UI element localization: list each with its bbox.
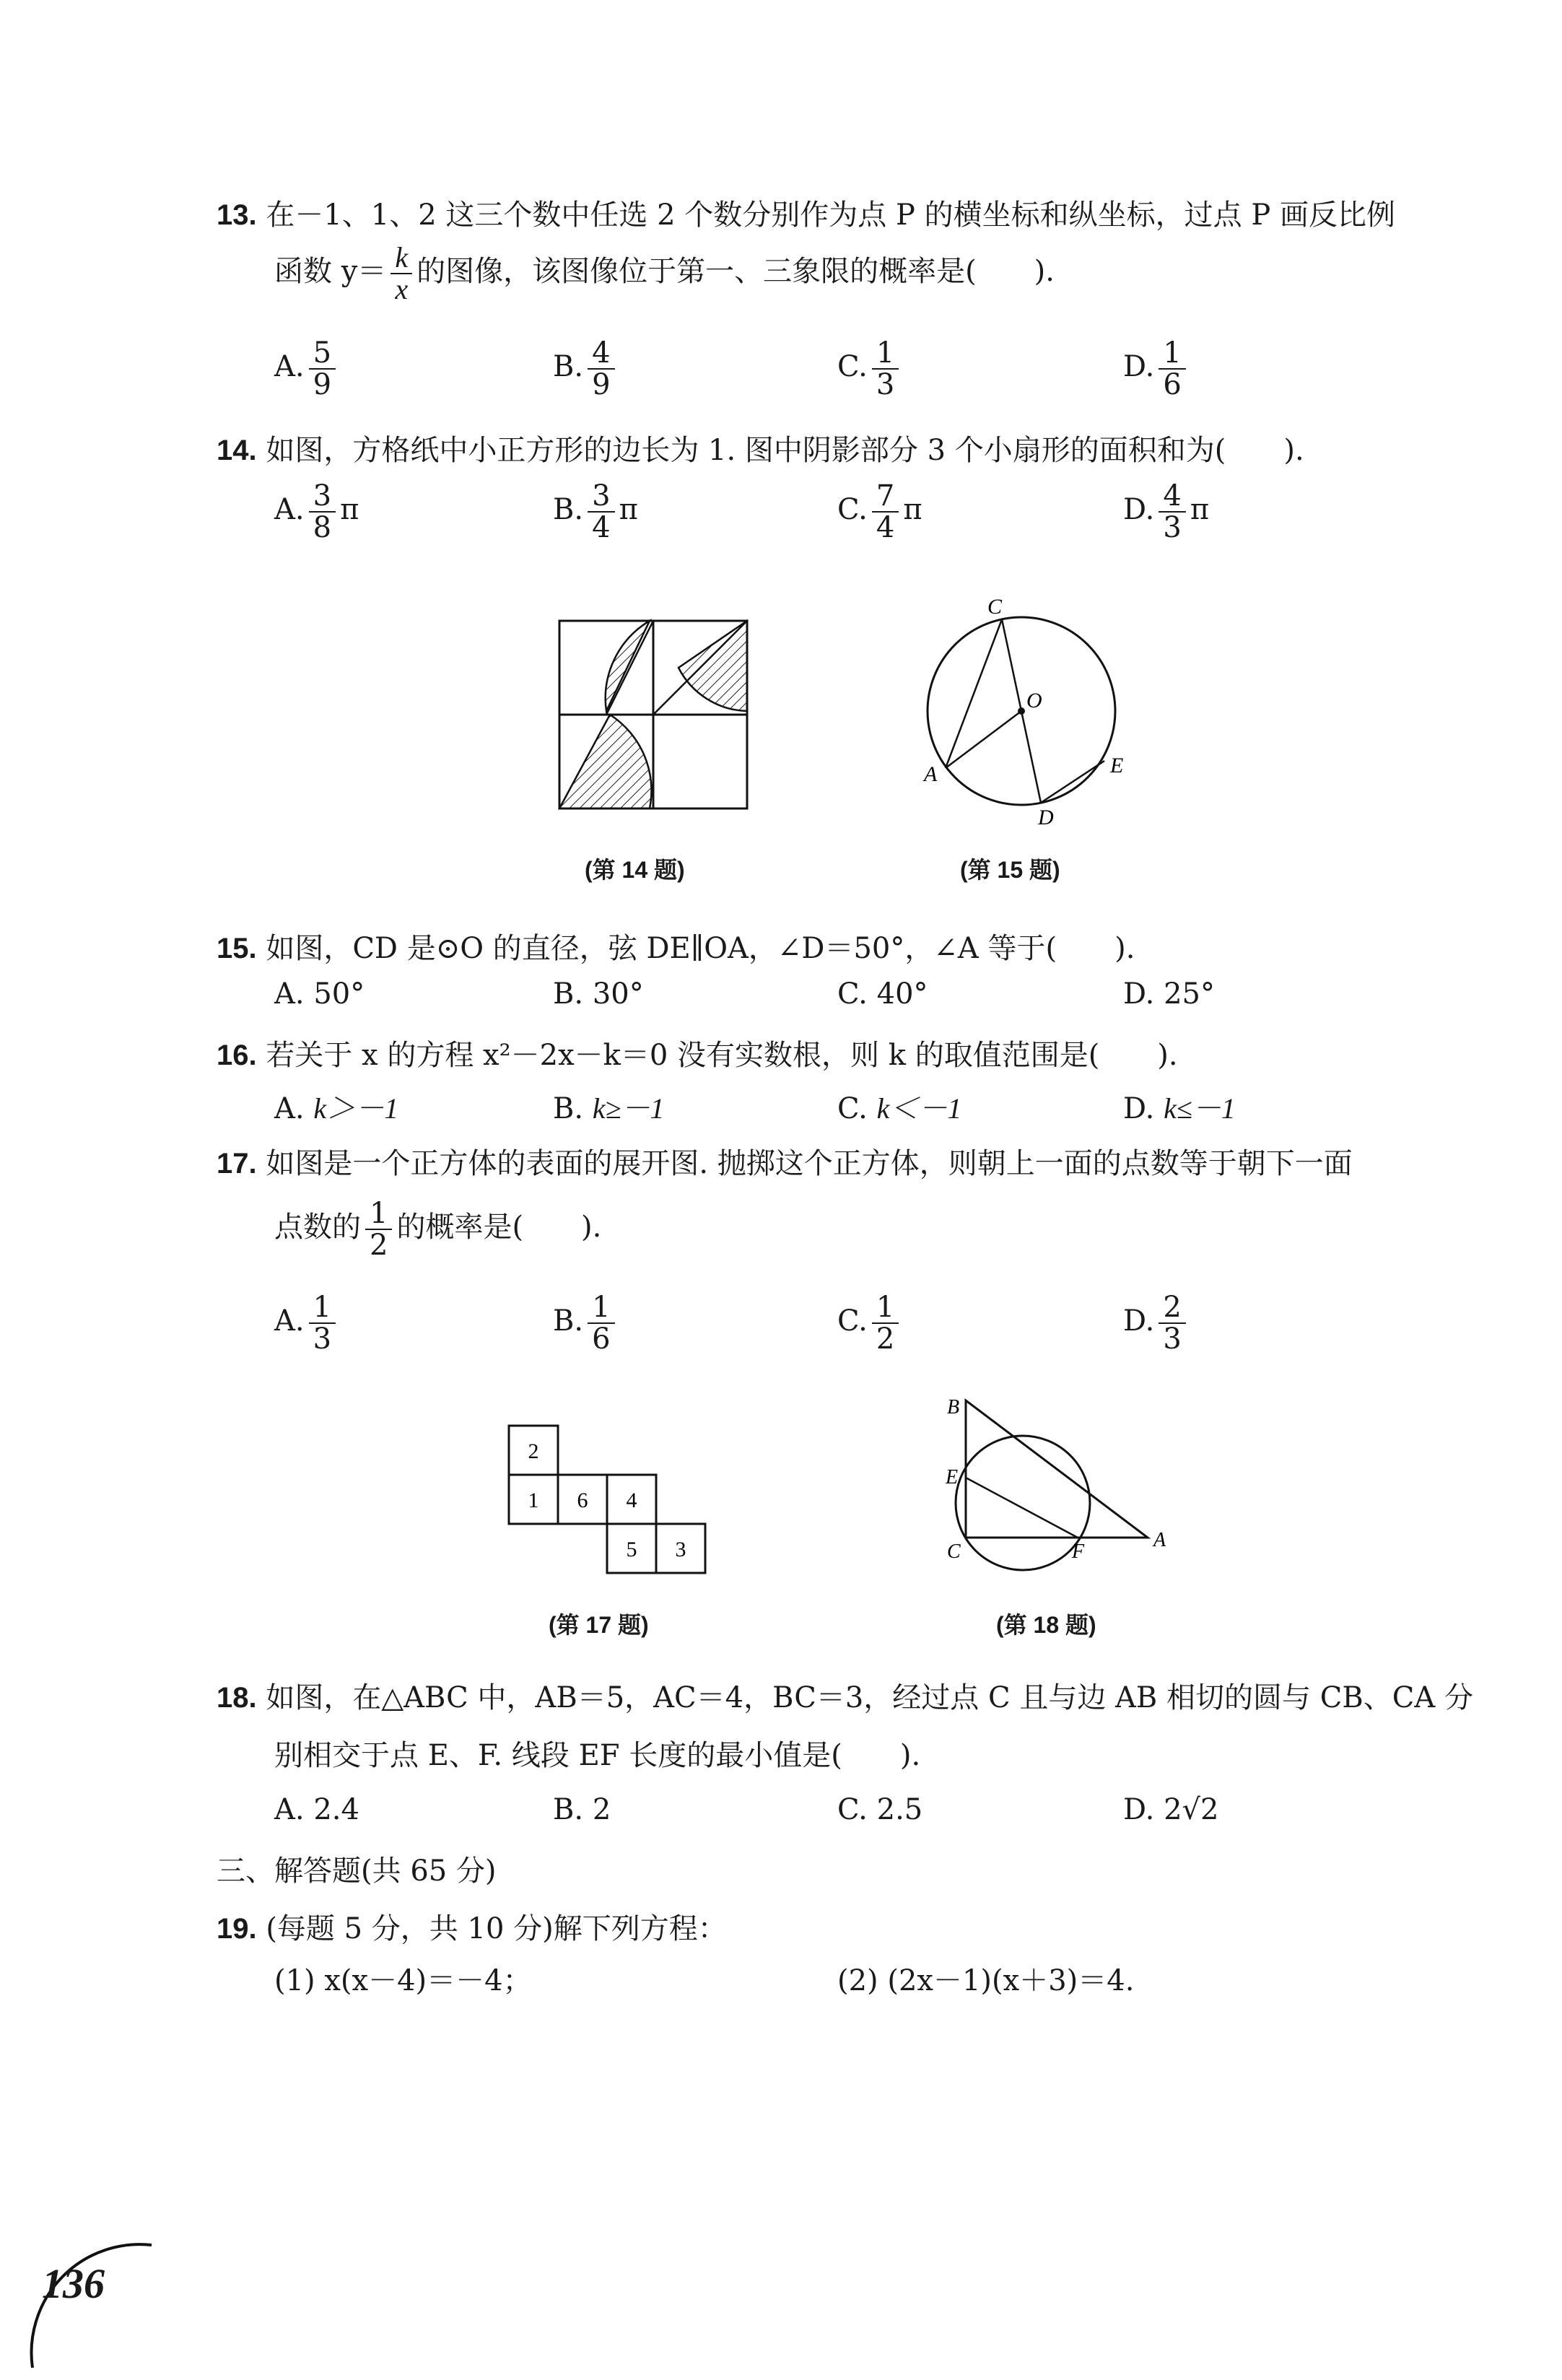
net-number: 2 <box>528 1439 539 1463</box>
label-c: C <box>947 1540 961 1563</box>
q14-line <box>217 427 1304 468</box>
chord-de <box>1041 761 1104 803</box>
q13-frac-num: k <box>390 243 412 274</box>
option-fraction <box>1159 1292 1185 1354</box>
q13-line1 <box>217 192 1395 233</box>
option-label: C. <box>837 493 868 526</box>
center-dot <box>1018 707 1025 715</box>
option-label: D. <box>1123 1793 1155 1826</box>
q13-number: 13. <box>217 199 257 231</box>
frac-num: 1 <box>1159 338 1185 370</box>
segment-ef <box>966 1478 1078 1538</box>
option-fraction <box>872 338 899 400</box>
label-e: E <box>1110 754 1124 777</box>
q13-fraction <box>390 243 412 305</box>
figure-14-caption: (第 14 题) <box>585 857 685 883</box>
option-value: 30° <box>592 977 644 1011</box>
frac-den: 8 <box>313 511 332 544</box>
option-value: 2√2 <box>1164 1793 1219 1826</box>
frac-den: 3 <box>313 1322 332 1356</box>
option-label: A. <box>274 977 305 1011</box>
label-o: O <box>1026 689 1042 712</box>
option-label: B. <box>553 493 584 526</box>
q14-number: 14. <box>217 435 257 466</box>
q13-line2 <box>274 243 1055 305</box>
figure-17-cube-net <box>505 1422 715 1581</box>
frac-num: 2 <box>1159 1292 1185 1324</box>
frac-den: 9 <box>313 368 332 401</box>
figure-15 <box>902 592 1140 830</box>
q17-text-line2-post: 的概率是( ). <box>396 1211 602 1244</box>
option-value: 2.5 <box>876 1793 923 1826</box>
figure-18-caption: (第 18 题) <box>996 1612 1096 1638</box>
q13-option-d[interactable] <box>1123 338 1190 400</box>
q15-option-b[interactable] <box>553 977 644 1011</box>
page-number: 136 <box>42 2260 105 2307</box>
net-number: 5 <box>626 1538 637 1561</box>
label-b: B <box>947 1396 960 1418</box>
option-label: B. <box>553 1304 584 1338</box>
q18-line2 <box>274 1732 920 1774</box>
q18-line1 <box>217 1675 1473 1716</box>
q16-number: 16. <box>217 1039 257 1071</box>
option-label: D. <box>1123 1304 1155 1338</box>
option-label: C. <box>837 1793 868 1826</box>
shaded-sector-1 <box>606 621 650 711</box>
frac-den: 2 <box>876 1322 895 1356</box>
figure-18 <box>931 1393 1184 1574</box>
frac-num: 5 <box>309 338 336 370</box>
q15-option-c[interactable] <box>837 977 928 1011</box>
frac-den: 4 <box>592 511 611 544</box>
frac-den: 3 <box>1163 1322 1182 1356</box>
section-3-title: 三、解答题(共 65 分) <box>217 1854 497 1888</box>
pi-suffix: π <box>1190 493 1210 526</box>
frac-den: 3 <box>1163 511 1182 544</box>
q18-number: 18. <box>217 1682 257 1714</box>
option-value: 25° <box>1164 977 1215 1011</box>
option-label: D. <box>1123 1092 1155 1125</box>
pi-suffix: π <box>903 493 922 526</box>
q19-part-2: (2) (2x－1)(x＋3)＝4. <box>837 1964 1135 1997</box>
q18-option-a[interactable] <box>274 1793 359 1826</box>
q16-option-c[interactable] <box>837 1086 961 1127</box>
frac-num: 4 <box>1159 481 1185 513</box>
net-number: 1 <box>528 1488 539 1512</box>
option-value: 50° <box>313 977 365 1011</box>
option-label: D. <box>1123 977 1155 1011</box>
option-label: A. <box>274 350 305 383</box>
option-fraction <box>872 481 899 543</box>
option-value: 40° <box>876 977 928 1011</box>
q13-text-line2-pre: 函数 y＝ <box>274 255 387 288</box>
label-c: C <box>987 595 1003 619</box>
q18-text-line1: 如图，在△ABC 中，AB＝5，AC＝4，BC＝3，经过点 C 且与边 AB 相切的圆与 CB、CA 分 <box>266 1681 1473 1714</box>
q17-option-b[interactable] <box>553 1292 619 1354</box>
figure-15-caption: (第 15 题) <box>960 857 1060 883</box>
option-label: A. <box>274 1304 305 1338</box>
option-fraction <box>309 481 336 543</box>
option-value: k＜－1 <box>876 1092 962 1125</box>
q17-text-line1: 如图是一个正方体的表面的展开图. 抛掷这个正方体，则朝上一面的点数等于朝下一面 <box>266 1147 1353 1180</box>
option-fraction <box>309 1292 336 1354</box>
q13-frac-den: x <box>395 273 409 305</box>
option-label: C. <box>837 1304 868 1338</box>
option-fraction <box>588 481 614 543</box>
frac-num: 7 <box>872 481 899 513</box>
q14-option-b[interactable] <box>553 481 638 543</box>
option-fraction <box>872 1292 899 1354</box>
q16-option-d[interactable] <box>1123 1086 1236 1127</box>
q14-option-a[interactable] <box>274 481 359 543</box>
q17-frac-num: 1 <box>365 1198 392 1230</box>
q18-text-line2: 别相交于点 E、F. 线段 EF 长度的最小值是( ). <box>274 1739 921 1772</box>
option-label: C. <box>837 977 868 1011</box>
q17-fraction <box>365 1198 392 1260</box>
q16-option-b[interactable] <box>553 1086 665 1127</box>
q13-text-line2-post: 的图像，该图像位于第一、三象限的概率是( ). <box>416 255 1055 288</box>
q18-option-d[interactable] <box>1123 1793 1218 1826</box>
option-value: k≤－1 <box>1164 1092 1236 1125</box>
frac-num: 3 <box>588 481 614 513</box>
option-label: B. <box>553 1092 584 1125</box>
q17-line1 <box>217 1141 1353 1182</box>
frac-num: 1 <box>309 1292 336 1324</box>
option-fraction <box>588 1292 614 1354</box>
option-value: 2.4 <box>313 1793 359 1826</box>
option-label: D. <box>1123 493 1155 526</box>
option-label: A. <box>274 1793 305 1826</box>
pi-suffix: π <box>619 493 638 526</box>
frac-den: 3 <box>876 368 895 401</box>
figure-17-caption: (第 17 题) <box>549 1612 649 1638</box>
option-label: B. <box>553 1793 584 1826</box>
shaded-sector-3 <box>559 715 651 808</box>
q15-option-a[interactable] <box>274 977 365 1011</box>
q13-option-b[interactable] <box>553 338 619 400</box>
q17-text-line2-pre: 点数的 <box>274 1211 361 1244</box>
pi-suffix: π <box>340 493 359 526</box>
shaded-sector-2 <box>679 621 747 711</box>
frac-den: 6 <box>1163 368 1182 401</box>
option-label: C. <box>837 1092 868 1125</box>
option-label: B. <box>553 350 584 383</box>
option-value: k≥－1 <box>592 1092 665 1125</box>
net-number: 3 <box>675 1538 686 1561</box>
tangent-circle <box>956 1436 1090 1570</box>
figure-14 <box>556 617 751 812</box>
q19-line <box>217 1906 727 1947</box>
label-d: D <box>1038 806 1054 829</box>
option-fraction <box>588 338 614 400</box>
frac-den: 4 <box>876 511 895 544</box>
label-a: A <box>1153 1529 1166 1551</box>
frac-num: 3 <box>309 481 336 513</box>
frac-num: 1 <box>872 338 899 370</box>
option-label: A. <box>274 1092 305 1125</box>
frac-num: 1 <box>588 1292 614 1324</box>
option-label: D. <box>1123 350 1155 383</box>
q16-line <box>217 1032 1178 1073</box>
net-number: 6 <box>577 1488 588 1512</box>
q14-option-d[interactable] <box>1123 481 1209 543</box>
option-label: C. <box>837 350 868 383</box>
q13-option-a[interactable] <box>274 338 340 400</box>
frac-num: 4 <box>588 338 614 370</box>
option-label: A. <box>274 493 305 526</box>
q18-option-b[interactable] <box>553 1793 611 1826</box>
q15-line <box>217 925 1135 967</box>
q18-option-c[interactable] <box>837 1793 922 1826</box>
frac-den: 6 <box>592 1322 611 1356</box>
q19-text: (每题 5 分，共 10 分)解下列方程： <box>266 1912 727 1945</box>
net-number: 4 <box>626 1488 637 1512</box>
option-value: 2 <box>592 1793 611 1826</box>
triangle-abc <box>966 1400 1148 1538</box>
frac-den: 9 <box>592 368 611 401</box>
q17-option-d[interactable] <box>1123 1292 1190 1354</box>
q14-text: 如图，方格纸中小正方形的边长为 1. 图中阴影部分 3 个小扇形的面积和为( ). <box>266 434 1304 467</box>
q17-line2 <box>274 1198 601 1260</box>
option-value: k＞－1 <box>313 1092 399 1125</box>
q19-number: 19. <box>217 1913 257 1945</box>
q13-text-line1: 在－1、1、2 这三个数中任选 2 个数分别作为点 P 的横坐标和纵坐标，过点 P 画反比例 <box>266 199 1395 232</box>
label-a: A <box>924 762 938 786</box>
q17-option-c[interactable] <box>837 1292 903 1354</box>
option-fraction <box>309 338 336 400</box>
q15-option-d[interactable] <box>1123 977 1215 1011</box>
q16-option-a[interactable] <box>274 1086 398 1127</box>
q13-option-c[interactable] <box>837 338 903 400</box>
q17-frac-den: 2 <box>370 1229 388 1262</box>
q15-text: 如图，CD 是⊙O 的直径，弦 DE∥OA，∠D＝50°，∠A 等于( ). <box>266 932 1135 965</box>
option-fraction <box>1159 481 1185 543</box>
option-label: B. <box>553 977 584 1011</box>
q17-option-a[interactable] <box>274 1292 340 1354</box>
q19-part-1: (1) x(x－4)＝－4； <box>274 1964 532 1997</box>
q14-option-c[interactable] <box>837 481 922 543</box>
q15-number: 15. <box>217 933 257 964</box>
option-fraction <box>1159 338 1185 400</box>
label-e: E <box>946 1466 959 1488</box>
q17-number: 17. <box>217 1148 257 1180</box>
label-f: F <box>1072 1540 1085 1563</box>
frac-num: 1 <box>872 1292 899 1324</box>
q16-text: 若关于 x 的方程 x²－2x－k＝0 没有实数根，则 k 的取值范围是( ). <box>266 1039 1178 1072</box>
